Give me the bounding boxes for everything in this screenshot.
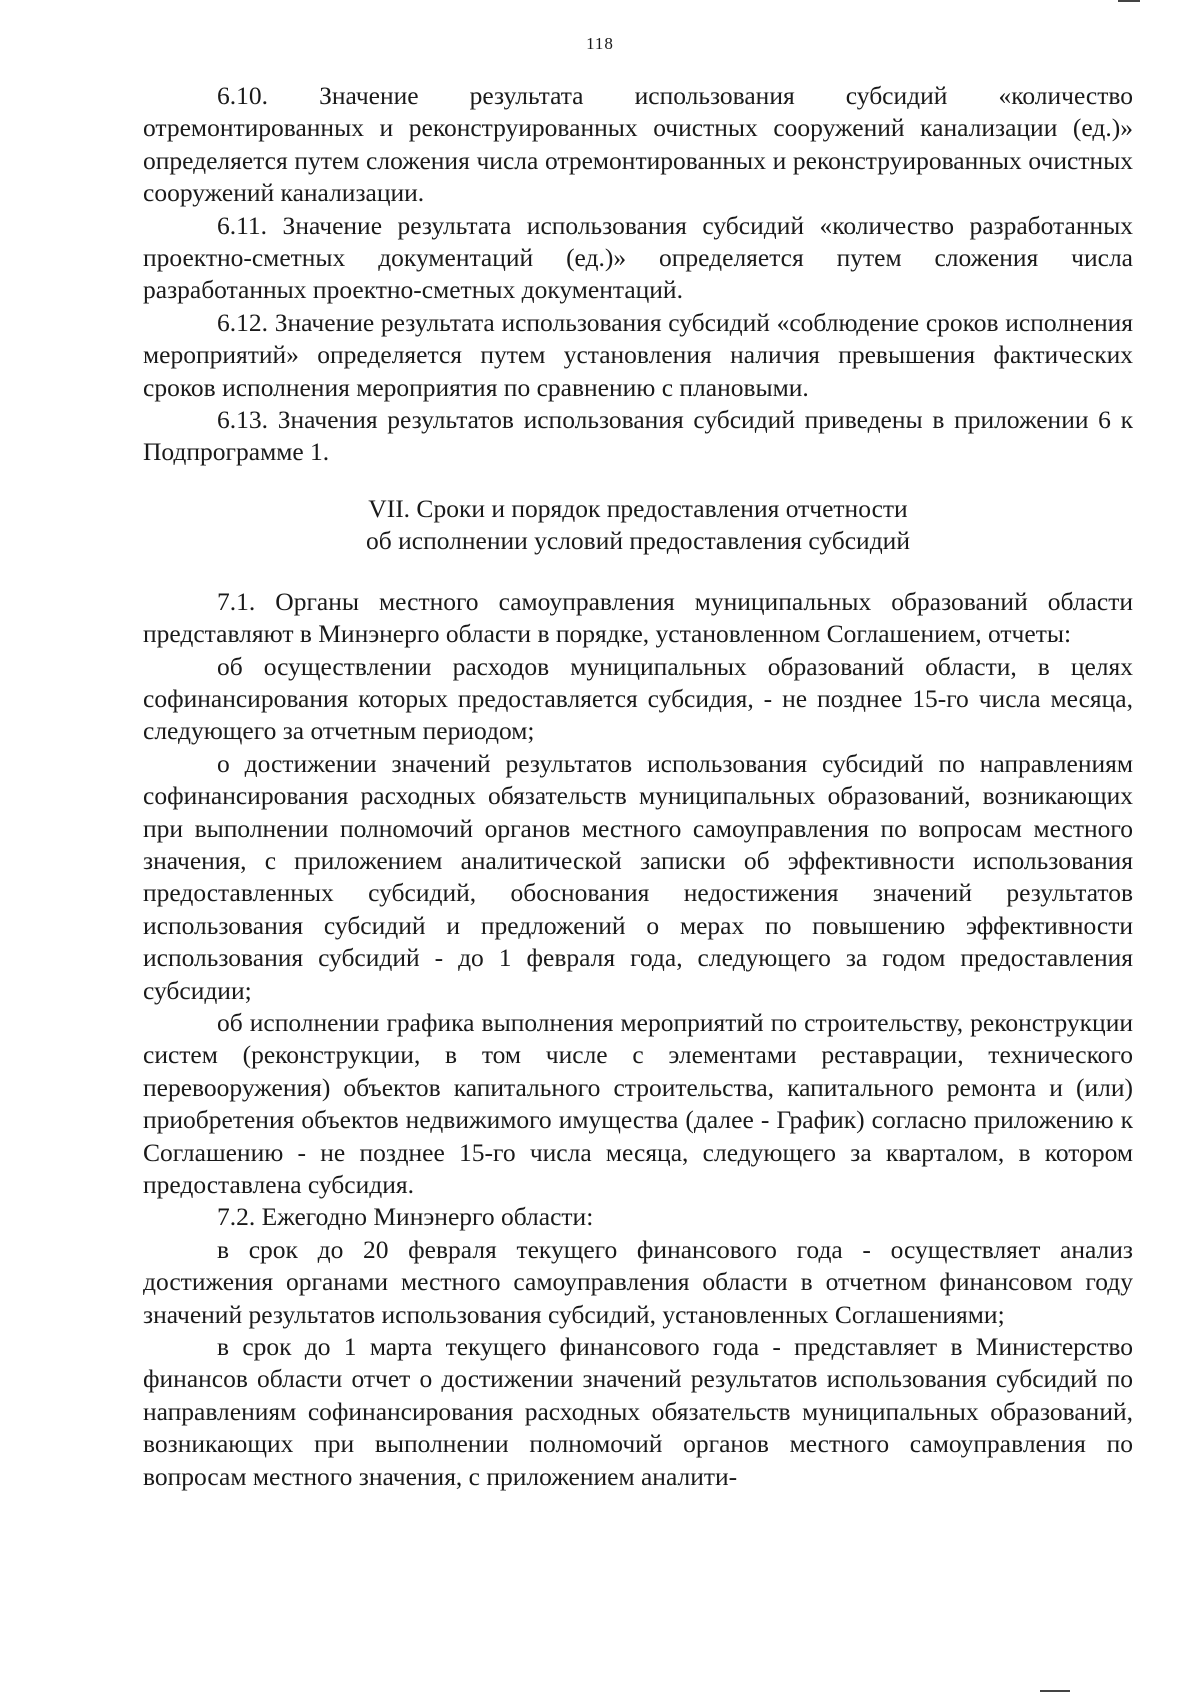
- paragraph-report-results: о достижении значений результатов использования субсидий по направлениям софинансирования расходных обязательств муниципальных образований, возникающих при выполнении полномочий органов местного самоуправления по вопросам местного значения, с приложением аналитической записки об эффективности использования предоставленных субсидий, обоснования недостижения значений результатов использования субсидий и предложений о мерах по повышению эффективности использования субсидий - до 1 февраля года, следующего за годом предоставления субсидии;: [143, 748, 1133, 1005]
- paragraph-report-expenses: об осуществлении расходов муниципальных образований области, в целях софинансирования которых предоставляется субсидия, - не позднее 15-го числа месяца, следующего за отчетным периодом;: [143, 651, 1133, 746]
- paragraph-analysis-deadline: в срок до 20 февраля текущего финансового года - осуществляет анализ достижения органами местного самоуправления области в отчетном финансовом году значений результатов использования субсидий, установленных Соглашениями;: [143, 1234, 1133, 1329]
- section-heading-line-2: об исполнении условий предоставления субсидий: [366, 526, 910, 556]
- scan-artifact-bottom: [1040, 1690, 1070, 1692]
- paragraph-6-13: 6.13. Значения результатов использования субсидий приведены в приложении 6 к Подпрограмме 1.: [143, 405, 1133, 467]
- paragraph-7-2: 7.2. Ежегодно Минэнерго области:: [217, 1202, 594, 1232]
- paragraph-report-schedule: об исполнении графика выполнения мероприятий по строительству, реконструкции систем (реконструкции, в том числе с элементами реставрации, технического перевооружения) объектов капитального строительства, капитального ремонта и (или) приобретения объектов недвижимого имущества (далее - График) согласно приложению к Соглашению - не позднее 15-го числа месяца, следующего за кварталом, в котором предоставлена субсидия.: [143, 1007, 1133, 1199]
- paragraph-6-12: 6.12. Значение результата использования субсидий «соблюдение сроков исполнения мероприятий» определяется путем установления наличия превышения фактических сроков исполнения мероприятия по сравнению с плановыми.: [143, 307, 1133, 402]
- section-heading: [143, 493, 1133, 558]
- section-heading-line-1: VII. Сроки и порядок предоставления отчетности: [368, 493, 908, 523]
- paragraph-7-1: 7.1. Органы местного самоуправления муниципальных образований области представляют в Минэнерго области в порядке, установленном Соглашением, отчеты:: [143, 586, 1133, 649]
- paragraph-6-11: 6.11. Значение результата использования субсидий «количество разработанных проектно-сметных документаций (ед.)» определяется путем сложения числа разработанных проектно-сметных документаций.: [143, 210, 1133, 305]
- document-body: [143, 80, 1133, 1493]
- page-number: 118: [586, 34, 614, 53]
- scan-artifact-top: [1118, 0, 1140, 2]
- paragraph-6-10: 6.10. Значение результата использования субсидий «количество отремонтированных и реконструированных очистных сооружений канализации (ед.)» определяется путем сложения числа отремонтированных и реконструированных очистных сооружений канализации.: [143, 81, 1133, 208]
- paragraph-report-deadline: в срок до 1 марта текущего финансового года - представляет в Министерство финансов области отчет о достижении значений результатов использования субсидий по направлениям софинансирования расходных обязательств муниципальных образований, возникающих при выполнении полномочий органов местного самоуправления по вопросам местного значения, с приложением аналити-: [143, 1332, 1133, 1491]
